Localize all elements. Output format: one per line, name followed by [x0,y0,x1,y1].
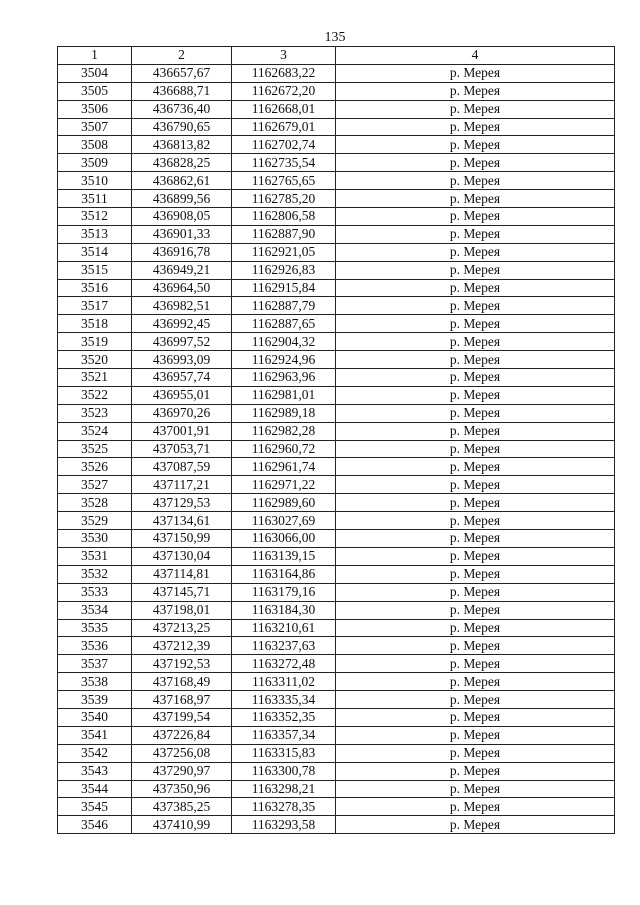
cell-point-number: 3534 [58,601,132,619]
cell-x-coordinate: 437199,54 [132,708,232,726]
cell-description: р. Мерея [336,816,615,834]
cell-description: р. Мерея [336,172,615,190]
cell-y-coordinate: 1162961,74 [232,458,336,476]
cell-y-coordinate: 1162672,20 [232,82,336,100]
cell-point-number: 3544 [58,780,132,798]
cell-point-number: 3518 [58,315,132,333]
cell-x-coordinate: 437350,96 [132,780,232,798]
cell-description: р. Мерея [336,369,615,387]
cell-point-number: 3532 [58,565,132,583]
cell-description: р. Мерея [336,744,615,762]
cell-x-coordinate: 436992,45 [132,315,232,333]
cell-x-coordinate: 437213,25 [132,619,232,637]
cell-y-coordinate: 1162887,90 [232,225,336,243]
header-row [58,47,615,65]
cell-y-coordinate: 1163311,02 [232,673,336,691]
cell-x-coordinate: 437410,99 [132,816,232,834]
cell-x-coordinate: 436964,50 [132,279,232,297]
cell-point-number: 3523 [58,404,132,422]
cell-point-number: 3539 [58,691,132,709]
cell-x-coordinate: 437129,53 [132,494,232,512]
cell-point-number: 3506 [58,100,132,118]
cell-description: р. Мерея [336,154,615,172]
column-header-x: 2 [132,47,232,65]
table-row [58,100,615,118]
cell-description: р. Мерея [336,118,615,136]
cell-description: р. Мерея [336,136,615,154]
cell-description: р. Мерея [336,386,615,404]
cell-x-coordinate: 436790,65 [132,118,232,136]
cell-x-coordinate: 436908,05 [132,208,232,226]
table-row [58,530,615,548]
cell-y-coordinate: 1163272,48 [232,655,336,673]
cell-x-coordinate: 436955,01 [132,386,232,404]
cell-y-coordinate: 1162683,22 [232,64,336,82]
table-row [58,279,615,297]
cell-description: р. Мерея [336,333,615,351]
cell-point-number: 3545 [58,798,132,816]
table-row [58,619,615,637]
cell-x-coordinate: 437130,04 [132,547,232,565]
cell-y-coordinate: 1162806,58 [232,208,336,226]
cell-x-coordinate: 436736,40 [132,100,232,118]
cell-point-number: 3520 [58,351,132,369]
table-row [58,565,615,583]
cell-point-number: 3512 [58,208,132,226]
cell-point-number: 3514 [58,243,132,261]
cell-point-number: 3546 [58,816,132,834]
table-row [58,243,615,261]
cell-description: р. Мерея [336,708,615,726]
table-row [58,82,615,100]
cell-point-number: 3540 [58,708,132,726]
cell-description: р. Мерея [336,512,615,530]
cell-x-coordinate: 437145,71 [132,583,232,601]
cell-point-number: 3507 [58,118,132,136]
cell-x-coordinate: 437168,49 [132,673,232,691]
cell-point-number: 3509 [58,154,132,172]
cell-point-number: 3516 [58,279,132,297]
cell-description: р. Мерея [336,780,615,798]
cell-y-coordinate: 1162915,84 [232,279,336,297]
cell-y-coordinate: 1162989,60 [232,494,336,512]
table-row [58,136,615,154]
cell-y-coordinate: 1163352,35 [232,708,336,726]
cell-description: р. Мерея [336,458,615,476]
cell-description: р. Мерея [336,208,615,226]
table-row [58,369,615,387]
cell-y-coordinate: 1162765,65 [232,172,336,190]
cell-description: р. Мерея [336,100,615,118]
table-row [58,816,615,834]
cell-description: р. Мерея [336,637,615,655]
cell-point-number: 3538 [58,673,132,691]
cell-x-coordinate: 436899,56 [132,190,232,208]
cell-y-coordinate: 1163066,00 [232,530,336,548]
cell-y-coordinate: 1162960,72 [232,440,336,458]
table-row [58,726,615,744]
table-row [58,601,615,619]
cell-y-coordinate: 1163184,30 [232,601,336,619]
cell-description: р. Мерея [336,261,615,279]
cell-x-coordinate: 437256,08 [132,744,232,762]
cell-point-number: 3542 [58,744,132,762]
cell-y-coordinate: 1163237,63 [232,637,336,655]
cell-description: р. Мерея [336,190,615,208]
table-row [58,351,615,369]
cell-description: р. Мерея [336,762,615,780]
cell-point-number: 3505 [58,82,132,100]
cell-x-coordinate: 436997,52 [132,333,232,351]
table-row [58,476,615,494]
cell-y-coordinate: 1163315,83 [232,744,336,762]
cell-point-number: 3529 [58,512,132,530]
cell-x-coordinate: 436828,25 [132,154,232,172]
cell-description: р. Мерея [336,476,615,494]
cell-point-number: 3541 [58,726,132,744]
cell-x-coordinate: 436949,21 [132,261,232,279]
cell-x-coordinate: 436657,67 [132,64,232,82]
cell-x-coordinate: 437198,01 [132,601,232,619]
cell-x-coordinate: 437087,59 [132,458,232,476]
table-row [58,458,615,476]
cell-x-coordinate: 437001,91 [132,422,232,440]
cell-y-coordinate: 1163293,58 [232,816,336,834]
cell-y-coordinate: 1163164,86 [232,565,336,583]
cell-description: р. Мерея [336,726,615,744]
cell-x-coordinate: 437192,53 [132,655,232,673]
cell-point-number: 3511 [58,190,132,208]
cell-description: р. Мерея [336,583,615,601]
cell-y-coordinate: 1162887,65 [232,315,336,333]
table-row [58,494,615,512]
cell-y-coordinate: 1162785,20 [232,190,336,208]
cell-point-number: 3526 [58,458,132,476]
cell-x-coordinate: 436982,51 [132,297,232,315]
cell-point-number: 3515 [58,261,132,279]
table-row [58,512,615,530]
cell-y-coordinate: 1163335,34 [232,691,336,709]
cell-description: р. Мерея [336,673,615,691]
table-body [58,64,615,833]
cell-description: р. Мерея [336,547,615,565]
cell-point-number: 3537 [58,655,132,673]
cell-y-coordinate: 1163300,78 [232,762,336,780]
table-row [58,297,615,315]
table-row [58,225,615,243]
table-row [58,208,615,226]
cell-description: р. Мерея [336,655,615,673]
cell-description: р. Мерея [336,601,615,619]
cell-point-number: 3510 [58,172,132,190]
cell-point-number: 3533 [58,583,132,601]
cell-point-number: 3508 [58,136,132,154]
cell-description: р. Мерея [336,619,615,637]
table-row [58,440,615,458]
table-row [58,798,615,816]
cell-x-coordinate: 437385,25 [132,798,232,816]
table-row [58,655,615,673]
cell-x-coordinate: 437150,99 [132,530,232,548]
cell-point-number: 3527 [58,476,132,494]
table-row [58,386,615,404]
cell-x-coordinate: 437117,21 [132,476,232,494]
column-header-y: 3 [232,47,336,65]
table-row [58,333,615,351]
cell-x-coordinate: 437114,81 [132,565,232,583]
cell-description: р. Мерея [336,798,615,816]
cell-description: р. Мерея [336,64,615,82]
cell-point-number: 3536 [58,637,132,655]
cell-y-coordinate: 1162924,96 [232,351,336,369]
cell-description: р. Мерея [336,440,615,458]
cell-x-coordinate: 437168,97 [132,691,232,709]
cell-y-coordinate: 1163278,35 [232,798,336,816]
cell-point-number: 3519 [58,333,132,351]
cell-y-coordinate: 1162904,32 [232,333,336,351]
cell-x-coordinate: 436688,71 [132,82,232,100]
table-row [58,691,615,709]
cell-description: р. Мерея [336,404,615,422]
cell-y-coordinate: 1162668,01 [232,100,336,118]
cell-x-coordinate: 437212,39 [132,637,232,655]
table-row [58,172,615,190]
cell-y-coordinate: 1162702,74 [232,136,336,154]
cell-point-number: 3524 [58,422,132,440]
column-header-description: 4 [336,47,615,65]
cell-y-coordinate: 1162982,28 [232,422,336,440]
cell-description: р. Мерея [336,279,615,297]
cell-y-coordinate: 1163298,21 [232,780,336,798]
table-row [58,583,615,601]
cell-description: р. Мерея [336,494,615,512]
cell-x-coordinate: 436901,33 [132,225,232,243]
cell-y-coordinate: 1162679,01 [232,118,336,136]
cell-y-coordinate: 1162971,22 [232,476,336,494]
table-row [58,762,615,780]
cell-x-coordinate: 436993,09 [132,351,232,369]
cell-y-coordinate: 1162926,83 [232,261,336,279]
cell-point-number: 3531 [58,547,132,565]
cell-y-coordinate: 1162921,05 [232,243,336,261]
cell-x-coordinate: 437053,71 [132,440,232,458]
table-row [58,547,615,565]
cell-description: р. Мерея [336,315,615,333]
table-row [58,190,615,208]
cell-y-coordinate: 1163027,69 [232,512,336,530]
table-row [58,637,615,655]
table-row [58,673,615,691]
cell-x-coordinate: 437290,97 [132,762,232,780]
table-row [58,404,615,422]
cell-description: р. Мерея [336,691,615,709]
cell-y-coordinate: 1162887,79 [232,297,336,315]
table-row [58,315,615,333]
cell-description: р. Мерея [336,297,615,315]
cell-y-coordinate: 1162981,01 [232,386,336,404]
cell-y-coordinate: 1163139,15 [232,547,336,565]
cell-description: р. Мерея [336,565,615,583]
table-row [58,64,615,82]
cell-y-coordinate: 1162963,96 [232,369,336,387]
table-row [58,422,615,440]
cell-description: р. Мерея [336,243,615,261]
cell-y-coordinate: 1162989,18 [232,404,336,422]
cell-point-number: 3513 [58,225,132,243]
cell-y-coordinate: 1163357,34 [232,726,336,744]
cell-x-coordinate: 436916,78 [132,243,232,261]
cell-y-coordinate: 1163210,61 [232,619,336,637]
cell-x-coordinate: 436862,61 [132,172,232,190]
cell-point-number: 3528 [58,494,132,512]
table-row [58,744,615,762]
table-row [58,261,615,279]
cell-description: р. Мерея [336,351,615,369]
cell-description: р. Мерея [336,225,615,243]
cell-point-number: 3504 [58,64,132,82]
cell-description: р. Мерея [336,422,615,440]
table-row [58,154,615,172]
column-header-point-number: 1 [58,47,132,65]
cell-point-number: 3522 [58,386,132,404]
cell-description: р. Мерея [336,530,615,548]
cell-y-coordinate: 1162735,54 [232,154,336,172]
cell-point-number: 3521 [58,369,132,387]
table-row [58,118,615,136]
cell-point-number: 3525 [58,440,132,458]
cell-x-coordinate: 436970,26 [132,404,232,422]
cell-point-number: 3543 [58,762,132,780]
table-row [58,780,615,798]
page-number: 135 [324,30,346,45]
cell-x-coordinate: 436813,82 [132,136,232,154]
cell-point-number: 3535 [58,619,132,637]
cell-y-coordinate: 1163179,16 [232,583,336,601]
cell-x-coordinate: 437226,84 [132,726,232,744]
cell-x-coordinate: 436957,74 [132,369,232,387]
cell-point-number: 3517 [58,297,132,315]
table-header [58,47,615,65]
cell-point-number: 3530 [58,530,132,548]
table-row [58,708,615,726]
cell-description: р. Мерея [336,82,615,100]
coordinates-table [57,46,615,834]
cell-x-coordinate: 437134,61 [132,512,232,530]
